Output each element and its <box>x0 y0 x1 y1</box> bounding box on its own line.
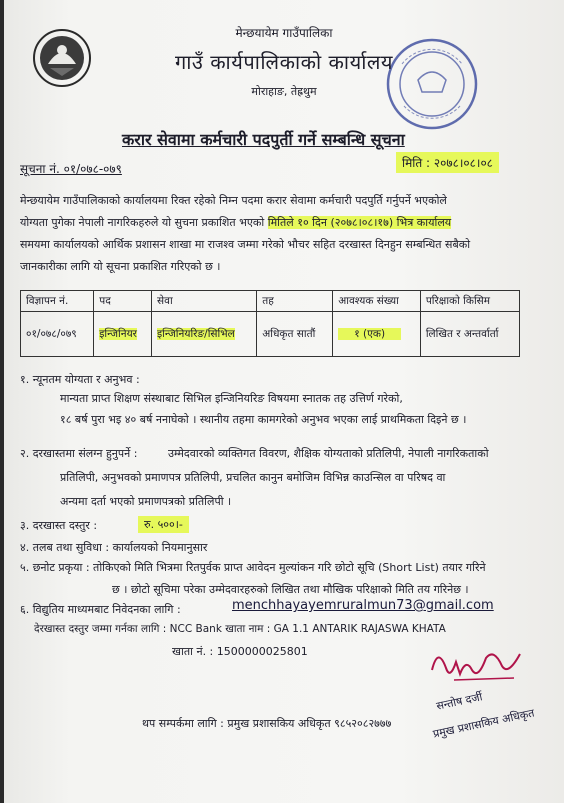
table-header-row <box>21 291 520 312</box>
office-name: गाउँ कार्यपालिकाको कार्यालय <box>174 50 394 74</box>
municipality-name: मेन्छयायेम गाउँपालिका <box>235 26 333 40</box>
section-4: ४. तलब तथा सुविधा : कार्यालयको नियमानुसार <box>20 541 208 554</box>
notice-date: मिति : २०७८।०८।०८ <box>396 152 499 173</box>
post-highlight: इन्जिनियर <box>99 328 137 340</box>
signatory-designation: प्रमुख प्रशासकिय अधिकृत <box>431 706 536 741</box>
notice-title: करार सेवामा कर्मचारी पदपुर्ती गर्ने सम्बन्धि सूचना <box>122 130 405 149</box>
table-header: विज्ञापन नं. <box>21 291 94 312</box>
section-2-line: उम्मेदवारको व्यक्तिगत विवरण, शैक्षिक योग्यताको प्रतिलिपी, नेपाली नागरिकताको <box>168 447 489 460</box>
deadline-highlight: मितिले १० दिन (२०७८।०८।१७) भित्र कार्यालय <box>267 216 452 229</box>
intro-line: समयमा कार्यालयको आर्थिक प्रशासन शाखा मा राजश्व जम्मा गरेको भौचर सहित दरखास्त दिनहुन सम्बन्धित सबैको <box>20 238 471 251</box>
table-cell <box>333 312 421 357</box>
section-5-line: छ । छोटो सूचिमा परेका उम्मेदवारहरुको लिखित तथा मौखिक परिक्षाको मिति तय गरिनेछ । <box>112 583 469 596</box>
table-cell: अधिकृत सातौं <box>257 312 333 357</box>
section-1-line: मान्यता प्राप्त शिक्षण संस्थाबाट सिभिल इन्जिनियरिङ विषयमा स्नातक तह उत्तिर्ण गरेको, <box>60 392 403 405</box>
signatory-name: सन्तोष दर्जी <box>435 690 484 713</box>
section-6-label: ६. विद्युतिय माध्यमबाट निवेदनका लागि : <box>20 603 181 616</box>
office-address: मोराहाङ, तेह्रथुम <box>251 85 317 98</box>
notice-number: सूचना नं. ०१/०७८-०७९ <box>20 162 122 176</box>
table-cell <box>94 312 152 357</box>
vacancy-table <box>20 290 520 357</box>
intro-paragraph <box>20 190 550 278</box>
notice-document <box>4 0 564 803</box>
table-header: तह <box>257 291 333 312</box>
table-header: परिक्षाको किसिम <box>420 291 519 312</box>
fee-highlight: रु. ५००।- <box>138 516 189 533</box>
intro-line: मेन्छयायेम गाउँपालिकाको कार्यालयमा रिक्त रहेको निम्न पदमा करार सेवामा कर्मचारी पदपुर्ति गर्नुपर्ने भएकोले <box>20 194 447 207</box>
section-1-line: १८ बर्ष पुरा भइ ४० बर्ष ननाघेको । स्थानीय तहमा कामगरेको अनुभव भएका लाई प्राथमिकता दिइने छ । <box>60 413 467 426</box>
section-3-label: ३. दरखास्त दस्तुर : <box>20 519 98 532</box>
count-highlight: १ (एक) <box>338 328 401 340</box>
table-row <box>21 312 520 357</box>
section-1-title: १. न्यूनतम योग्यता र अनुभव : <box>20 373 140 386</box>
table-cell <box>152 312 257 357</box>
email-link[interactable]: menchhayayemruralmun73@gmail.com <box>232 598 494 613</box>
service-highlight: इन्जिनियरिङ/सिभिल <box>157 328 235 340</box>
section-2-line: अन्यमा दर्ता भएको प्रमाणपत्रको प्रतिलिपी । <box>60 495 232 508</box>
contact-line: थप सम्पर्कमा लागि : प्रमुख प्रशासकिय अधिकृत ९८५२०८२७७७ <box>142 717 392 730</box>
intro-line: जानकारीका लागि यो सूचना प्रकाशित गरिएको छ । <box>20 260 221 273</box>
bank-line: देरखास्त दस्तुर जम्मा गर्नका लागि : NCC Bank खाता नाम : GA 1.1 ANTARIK RAJASWA KHATA <box>34 623 446 635</box>
table-cell: लिखित र अन्तर्वार्ता <box>420 312 519 357</box>
section-2-line: प्रतिलिपी, अनुभवको प्रमाणपत्र प्रतिलिपी, प्रचलित कानुन बमोजिम विभिन्न काउन्सिल वा परिषद वा <box>60 471 446 484</box>
table-header: आवश्यक संख्या <box>333 291 421 312</box>
table-header: पद <box>94 291 152 312</box>
table-cell: ०१/०७८/०७९ <box>21 312 94 357</box>
account-line: खाता नं. : 1500000025801 <box>172 645 308 658</box>
signature-scribble <box>424 640 544 690</box>
section-2-title: २. दरखास्तमा संलग्न हुनुपर्ने : <box>20 447 138 460</box>
table-header: सेवा <box>152 291 257 312</box>
section-5-line: ५. छनोट प्रकृया : तोकिएको मिति भित्रमा रितपुर्वक प्राप्त आवेदन मुल्यांकन गरि छोटो सूचि (Short List) तयार गरिने <box>20 561 486 574</box>
intro-line: योग्यता पुगेका नेपाली नागरिकहरुले यो सुचना प्रकाशित भएको मितिले १० दिन (२०७८।०८।१७) भित्र कार्यालय <box>20 216 452 229</box>
